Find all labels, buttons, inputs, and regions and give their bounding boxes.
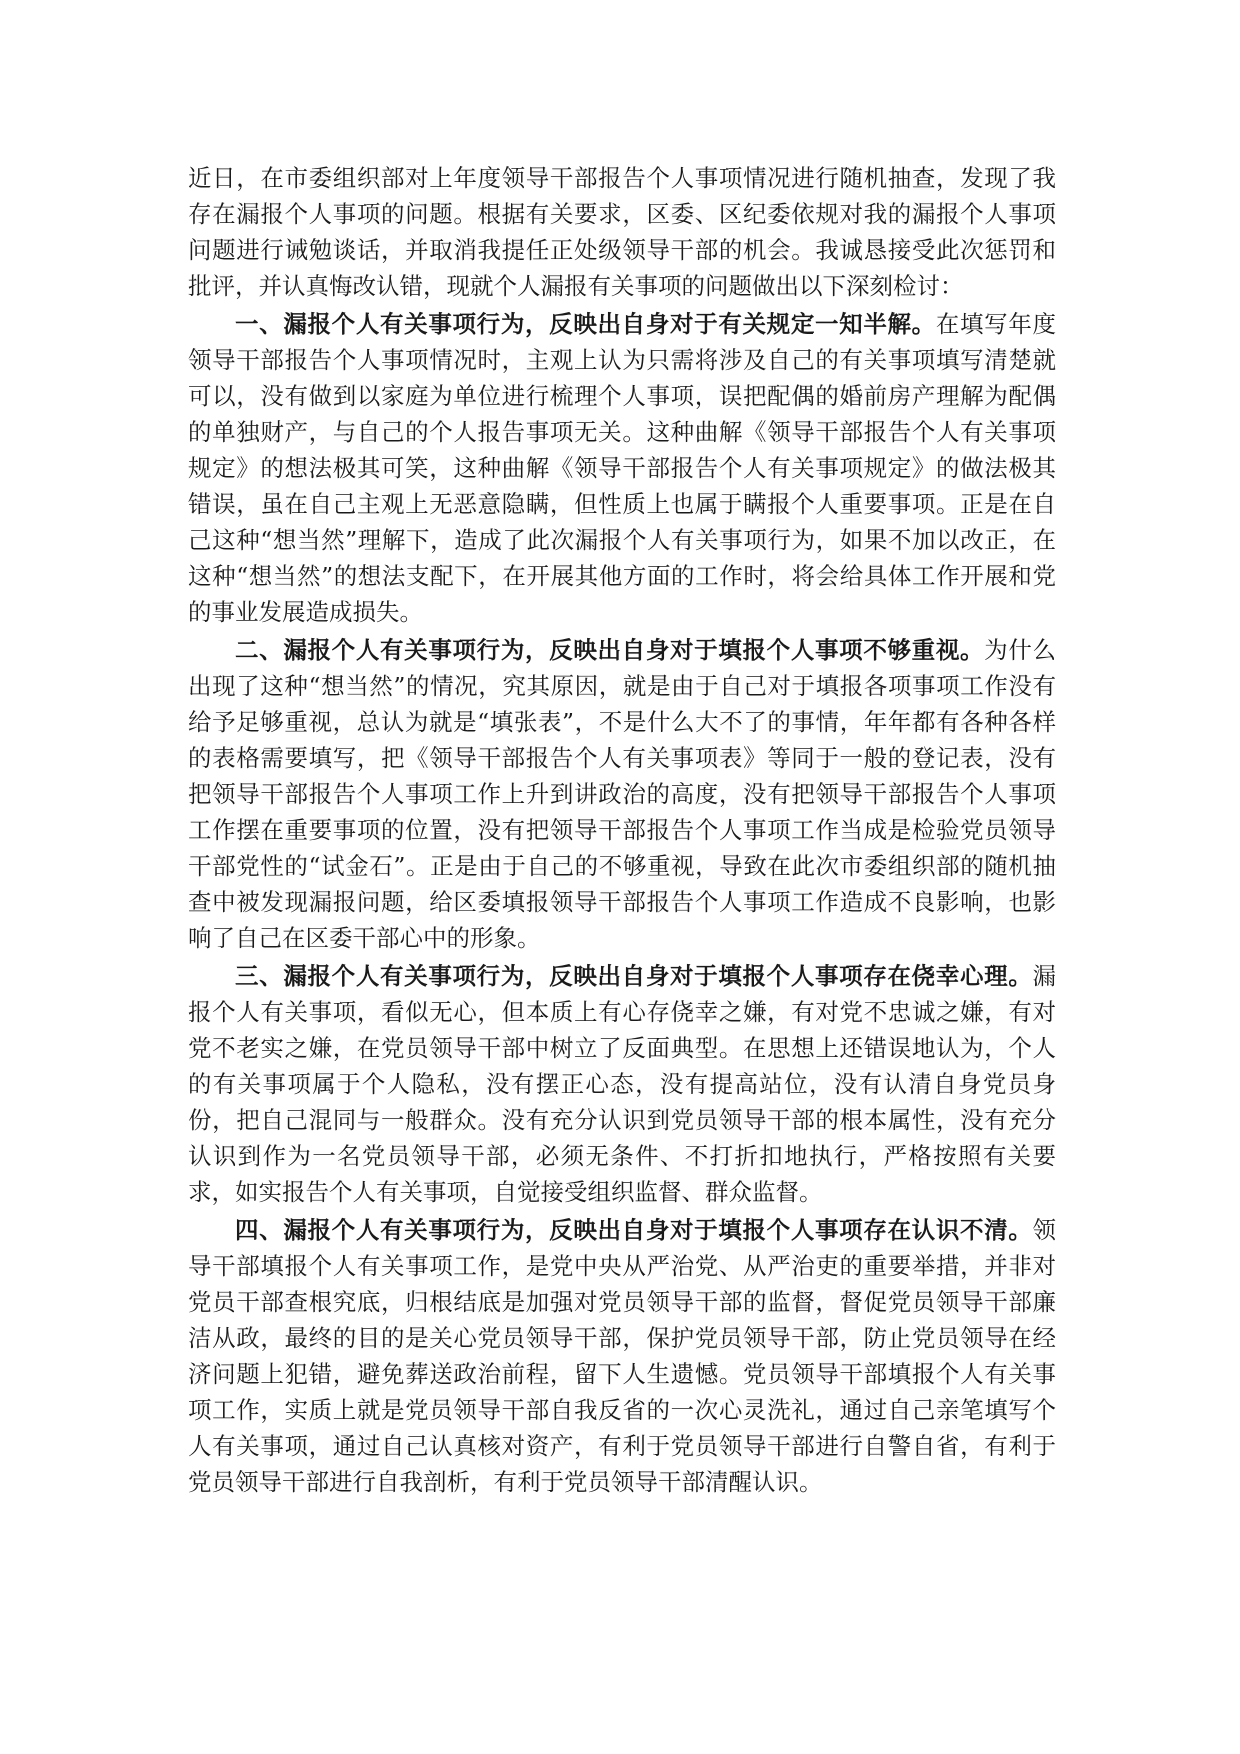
section-heading-1: 一、漏报个人有关事项行为，反映出自身对于有关规定一知半解。: [235, 310, 936, 338]
section-paragraph-1: [188, 306, 1056, 630]
section-heading-4: 四、漏报个人有关事项行为，反映出自身对于填报个人事项存在认识不清。: [235, 1216, 1033, 1244]
section-paragraph-4: [188, 1212, 1056, 1500]
section-heading-2: 二、漏报个人有关事项行为，反映出自身对于填报个人事项不够重视。: [235, 636, 985, 664]
section-body-4: 领导干部填报个人有关事项工作，是党中央从严治党、从严治吏的重要举措，并非对党员干部查根究底，归根结底是加强对党员领导干部的监督，督促党员领导干部廉洁从政，最终的目的是关心党员领导干部，保护党员领导干部，防止党员领导在经济问题上犯错，避免葬送政治前程，留下人生遗憾。党员领导干部填报个人有关事项工作，实质上就是党员领导干部自我反省的一次心灵洗礼，通过自己亲笔填写个人有关事项，通过自己认真核对资产，有利于党员领导干部进行自警自省，有利于党员领导干部进行自我剖析，有利于党员领导干部清醒认识。: [188, 1216, 1056, 1496]
section-body-1: 在填写年度领导干部报告个人事项情况时，主观上认为只需将涉及自己的有关事项填写清楚就可以，没有做到以家庭为单位进行梳理个人事项，误把配偶的婚前房产理解为配偶的单独财产，与自己的个人报告事项无关。这种曲解《领导干部报告个人有关事项规定》的想法极其可笑，这种曲解《领导干部报告个人有关事项规定》的做法极其错误，虽在自己主观上无恶意隐瞒，但性质上也属于瞒报个人重要事项。正是在自己这种“想当然”理解下，造成了此次漏报个人有关事项行为，如果不加以改正，在这种“想当然”的想法支配下，在开展其他方面的工作时，将会给具体工作开展和党的事业发展造成损失。: [188, 310, 1057, 626]
section-body-2: 为什么出现了这种“想当然”的情况，究其原因，就是由于自己对于填报各项事项工作没有给予足够重视，总认为就是“填张表”，不是什么大不了的事情，年年都有各种各样的表格需要填写，把《领导干部报告个人有关事项表》等同于一般的登记表，没有把领导干部报告个人事项工作上升到讲政治的高度，没有把领导干部报告个人事项工作摆在重要事项的位置，没有把领导干部报告个人事项工作当成是检验党员领导干部党性的“试金石”。正是由于自己的不够重视，导致在此次市委组织部的随机抽查中被发现漏报问题，给区委填报领导干部报告个人事项工作造成不良影响，也影响了自己在区委干部心中的形象。: [188, 636, 1057, 952]
section-paragraph-2: [188, 632, 1056, 956]
intro-paragraph: 近日，在市委组织部对上年度领导干部报告个人事项情况进行随机抽查，发现了我存在漏报个人事项的问题。根据有关要求，区委、区纪委依规对我的漏报个人事项问题进行诫勉谈话，并取消我提任正处级领导干部的机会。我诚恳接受此次惩罚和批评，并认真悔改认错，现就个人漏报有关事项的问题做出以下深刻检讨：: [188, 164, 1056, 300]
section-body-3: 漏报个人有关事项，看似无心，但本质上有心存侥幸之嫌，有对党不忠诚之嫌，有对党不老实之嫌，在党员领导干部中树立了反面典型。在思想上还错误地认为，个人的有关事项属于个人隐私，没有摆正心态，没有提高站位，没有认清自身党员身份，把自己混同与一般群众。没有充分认识到党员领导干部的根本属性，没有充分认识到作为一名党员领导干部，必须无条件、不打折扣地执行，严格按照有关要求，如实报告个人有关事项，自觉接受组织监督、群众监督。: [188, 962, 1056, 1206]
section-paragraph-3: [188, 958, 1056, 1210]
section-heading-3: 三、漏报个人有关事项行为，反映出自身对于填报个人事项存在侥幸心理。: [235, 962, 1033, 990]
document-page: [188, 160, 1056, 1502]
